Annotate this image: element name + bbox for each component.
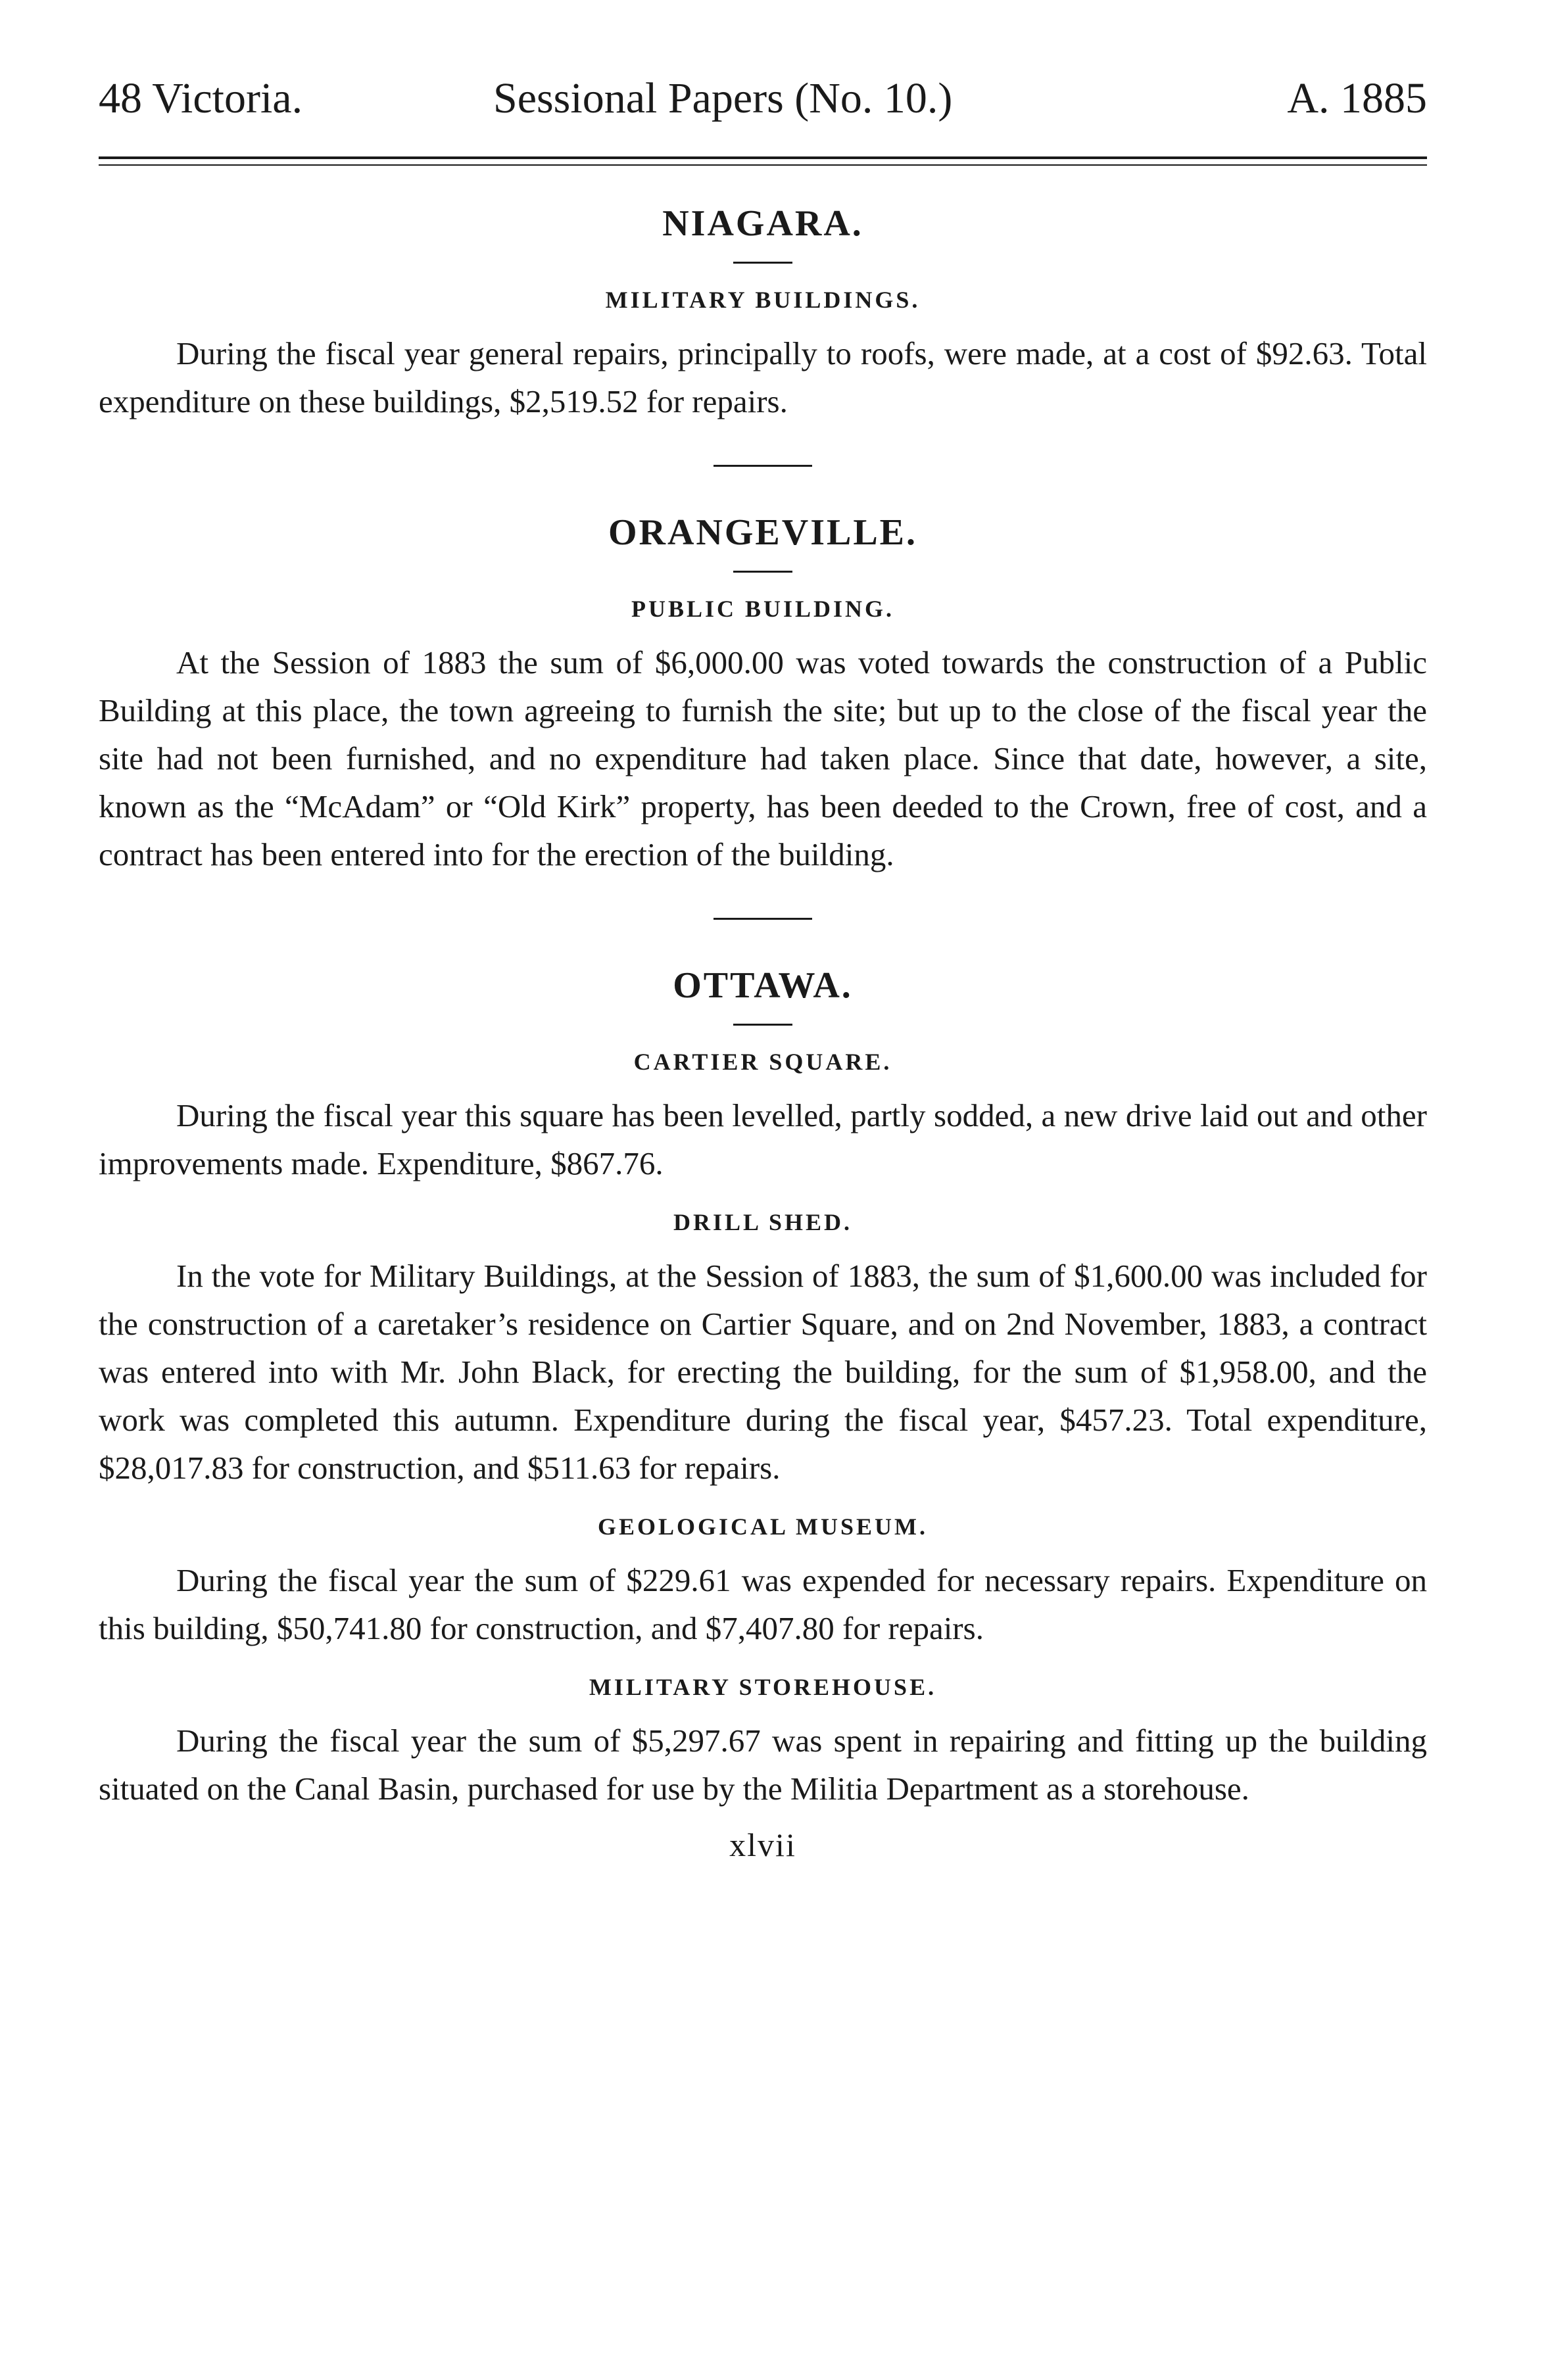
running-head <box>99 74 1427 133</box>
paragraph-drill-shed: In the vote for Military Buildings, at the Session of 1883, the sum of $1,600.00 was included for the construction of a caretaker’s residence on Cartier Square, and on 2nd November, 1883, a contract was entered into with Mr. John Black, for erecting the building, for the sum of $1,958.00, and the work was completed this autumn. Expenditure during the fiscal year, $457.23. Total expenditure, $28,017.83 for construction, and $511.63 for repairs. <box>99 1258 1427 1486</box>
paragraph-cartier-square: During the fiscal year this square has been levelled, partly sodded, a new drive laid out and other improvements made. Expenditure, $867.76. <box>99 1097 1427 1181</box>
section-separator <box>714 918 812 920</box>
subheading-drill-shed: DRILL SHED. <box>673 1209 853 1235</box>
header-rule-thick <box>99 156 1427 159</box>
header-year: A. 1885 <box>1287 74 1427 122</box>
subheading-military-buildings: MILITARY BUILDINGS. <box>605 287 921 313</box>
section-title-orangeville: ORANGEVILLE. <box>608 512 918 553</box>
subheading-geological-museum: GEOLOGICAL MUSEUM. <box>597 1513 929 1540</box>
section-title-ottawa: OTTAWA. <box>673 965 853 1006</box>
title-rule <box>733 262 792 264</box>
paragraph-geological-museum: During the fiscal year the sum of $229.61 was expended for necessary repairs. Expenditure on this building, $50,741.80 for construction, and $7,407.80 for repairs. <box>99 1562 1427 1646</box>
subheading-cartier-square: CARTIER SQUARE. <box>633 1049 892 1075</box>
header-sessional-papers: Sessional Papers (No. 10.) <box>493 74 953 122</box>
title-rule <box>733 1024 792 1026</box>
paragraph-orangeville-public-building: At the Session of 1883 the sum of $6,000.00 was voted towards the construction of a Public Building at this place, the town agreeing to furnish the site; but up to the close of the fiscal year the site had not been furnished, and no expenditure had taken place. Since that date, however, a site, known as the “McAdam” or “Old Kirk” property, has been deeded to the Crown, free of cost, and a contract has been entered into for the erection of the building. <box>99 644 1427 872</box>
page-number: xlvii <box>729 1826 796 1863</box>
page-content <box>99 197 1427 1864</box>
header-session: 48 Victoria. <box>99 74 303 122</box>
section-title-niagara: NIAGARA. <box>662 203 863 244</box>
document-page <box>99 0 1427 2380</box>
header-rule-thin <box>99 164 1427 166</box>
title-rule <box>733 571 792 573</box>
subheading-military-storehouse: MILITARY STOREHOUSE. <box>589 1674 937 1700</box>
paragraph-military-storehouse: During the fiscal year the sum of $5,297.67 was spent in repairing and fitting up the building situated on the Canal Basin, purchased for use by the Militia Department as a storehouse. <box>99 1723 1427 1807</box>
paragraph-niagara-military-buildings: During the fiscal year general repairs, principally to roofs, were made, at a cost of $92.63. Total expenditure on these buildings, $2,519.52 for repairs. <box>99 335 1427 419</box>
section-separator <box>714 465 812 467</box>
subheading-public-building: PUBLIC BUILDING. <box>631 596 895 622</box>
